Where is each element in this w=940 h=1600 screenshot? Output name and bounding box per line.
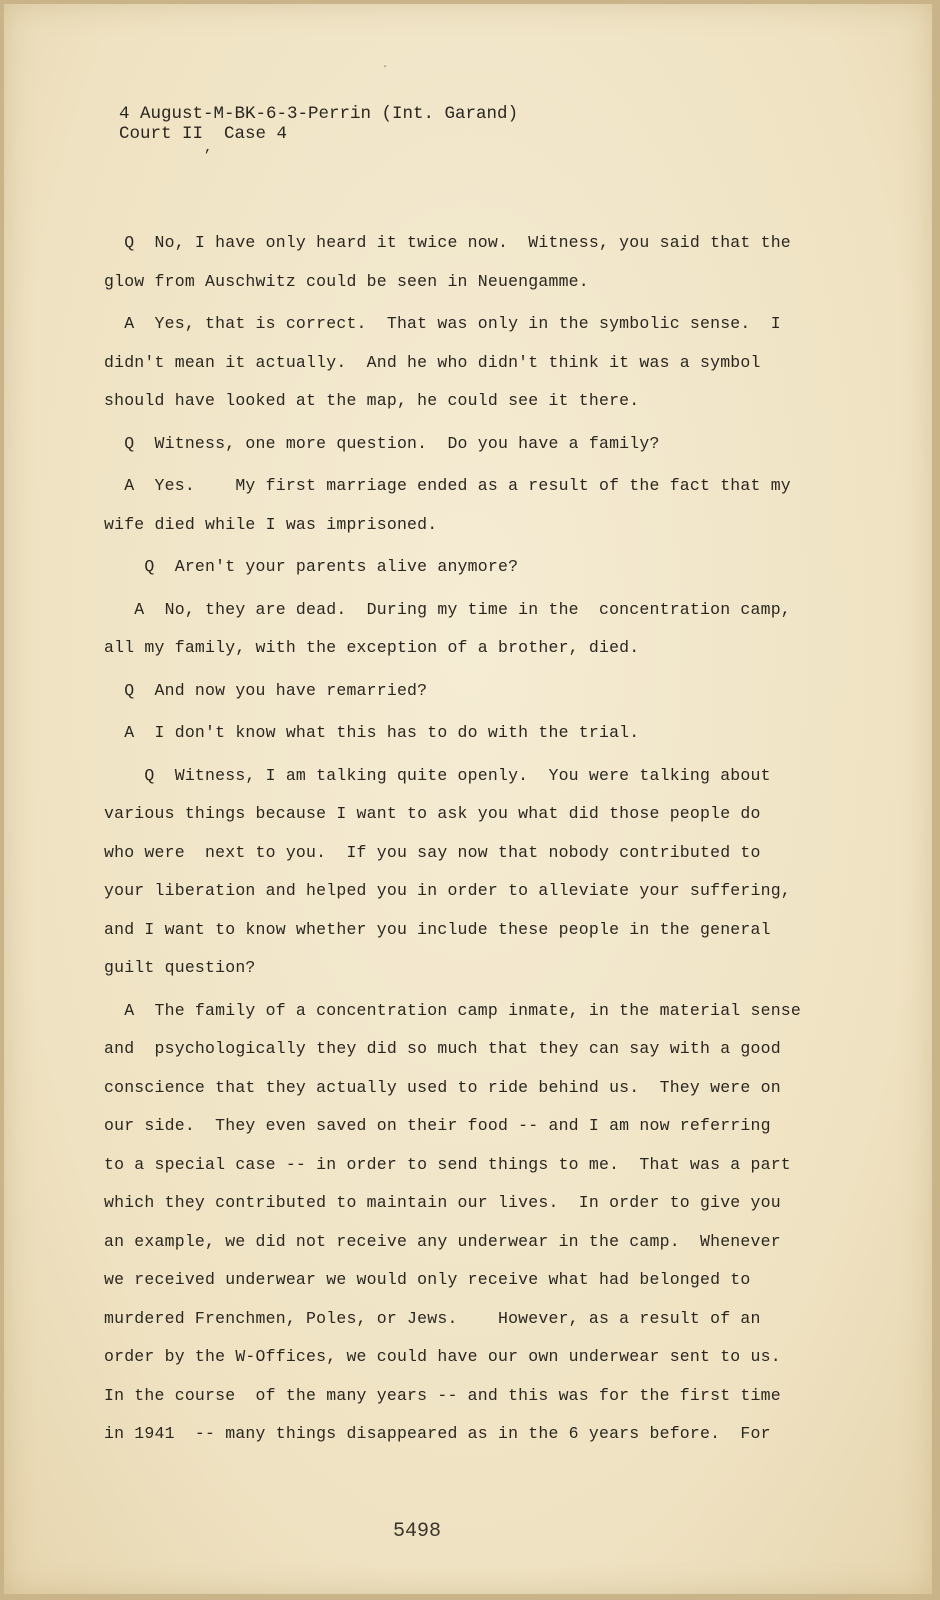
header-line-2: Court II Case 4 (119, 124, 288, 144)
transcript-paragraph (104, 714, 804, 753)
page-number: 5498 (393, 1520, 442, 1543)
transcript-line: and psychologically they did so much that they can say with a good (104, 1039, 781, 1058)
transcript-line: wife died while I was imprisoned. (104, 514, 438, 534)
transcript-line: Q Aren't your parents alive anymore? (104, 557, 519, 576)
transcript-line: and I want to know whether you include these people in the general (104, 919, 771, 939)
transcript-paragraph (104, 224, 804, 301)
transcript-line: In the course of the many years -- and this was for the first time (104, 1385, 781, 1405)
transcript-line: we received underwear we would only receive what had belonged to (104, 1270, 751, 1289)
transcript-line: Q Witness, one more question. Do you have a family? (104, 433, 660, 453)
paper-speck: · (382, 62, 389, 73)
transcript-line: Q And now you have remarried? (104, 680, 428, 700)
transcript-paragraph (104, 425, 804, 464)
transcript-line: A I don't know what this has to do with the trial. (104, 723, 640, 742)
transcript-line: murdered Frenchmen, Poles, or Jews. However, as a result of an (104, 1308, 761, 1328)
transcript-paragraph (104, 992, 804, 1454)
transcript-line: A The family of a concentration camp inmate, in the material sense (104, 1000, 802, 1020)
header-mark: , (204, 140, 213, 156)
transcript-line: who were next to you. If you say now that nobody contributed to (104, 842, 761, 862)
transcript-line: our side. They even saved on their food -- and I am now referring (104, 1116, 771, 1135)
document-header (119, 104, 518, 144)
transcript-line: various things because I want to ask you what did those people do (104, 804, 761, 823)
transcript-line: an example, we did not receive any underwear in the camp. Whenever (104, 1231, 781, 1251)
transcript-paragraph (104, 305, 804, 421)
transcript-paragraph (104, 467, 804, 544)
transcript-paragraph (104, 548, 804, 587)
transcript-paragraph (104, 757, 804, 988)
transcript-line: in 1941 -- many things disappeared as in the 6 years before. For (104, 1424, 771, 1443)
transcript-line: which they contributed to maintain our lives. In order to give you (104, 1193, 781, 1212)
transcript-line: Q Witness, I am talking quite openly. You were talking about (104, 765, 771, 785)
transcript-line: glow from Auschwitz could be seen in Neuengamme. (104, 271, 589, 291)
transcript-line: A No, they are dead. During my time in the concentration camp, (104, 599, 791, 619)
transcript-line: guilt question? (104, 958, 256, 977)
transcript-line: should have looked at the map, he could see it there. (104, 391, 640, 410)
transcript-body (104, 224, 804, 1458)
transcript-line: Q No, I have only heard it twice now. Witness, you said that the (104, 233, 791, 252)
transcript-line: conscience that they actually used to ride behind us. They were on (104, 1077, 781, 1097)
transcript-line: to a special case -- in order to send things to me. That was a part (104, 1154, 791, 1174)
transcript-line: order by the W-Offices, we could have our own underwear sent to us. (104, 1347, 781, 1366)
transcript-line: didn't mean it actually. And he who didn't think it was a symbol (104, 352, 761, 372)
transcript-line: A Yes, that is correct. That was only in the symbolic sense. I (104, 314, 781, 333)
document-page (4, 4, 932, 1594)
transcript-paragraph (104, 591, 804, 668)
header-line-1: 4 August-M-BK-6-3-Perrin (Int. Garand) (119, 104, 519, 124)
transcript-line: your liberation and helped you in order to alleviate your suffering, (104, 881, 791, 900)
transcript-paragraph (104, 672, 804, 711)
transcript-line: A Yes. My first marriage ended as a result of the fact that my (104, 476, 791, 495)
transcript-line: all my family, with the exception of a brother, died. (104, 638, 640, 657)
